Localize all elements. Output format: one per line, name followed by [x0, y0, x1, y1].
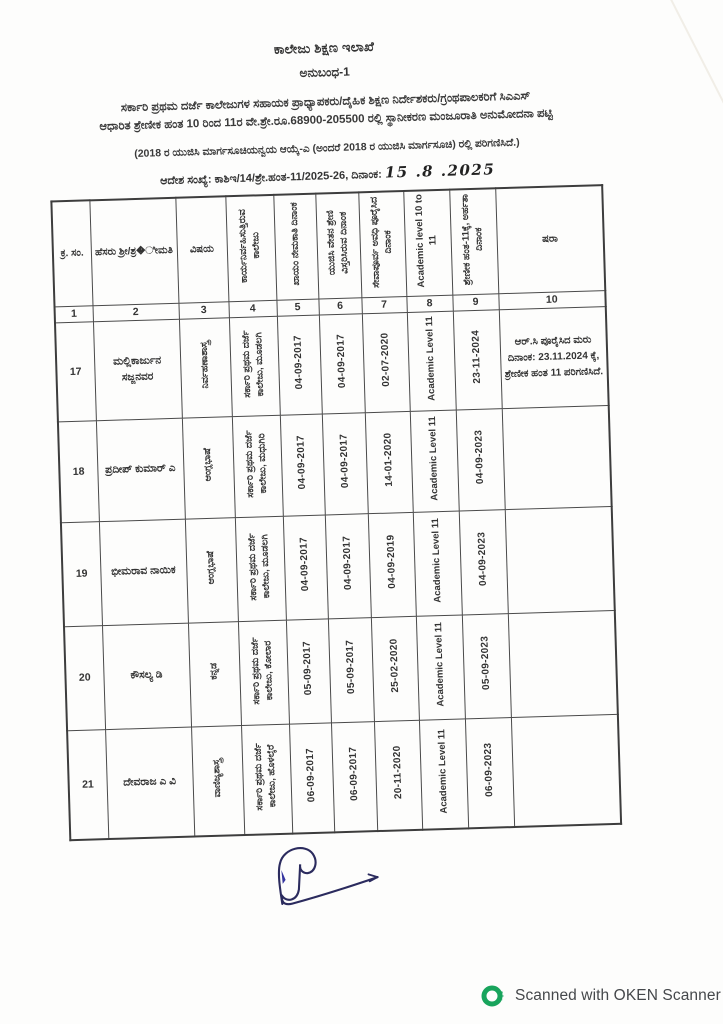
cell-subject: ವಾಣಿಜ್ಯಶಾಸ್ತ್ರ: [191, 725, 244, 836]
table-row: [61, 506, 615, 626]
cell-remarks: ಆರ್.ಸಿ ಪೂರೈಸಿದ ಮರು ದಿನಾಂಕ: 23.11.2024 ಕ್ಕೆ, ಶ್ರೇಣೀಕ ಹಂತ 11 ಪರಿಗಣಿಸಿದೆ.: [499, 306, 609, 408]
cell-college: ಸರ್ಕಾರಿ ಪ್ರಥಮ ದರ್ಜೆ ಕಾಲೇಜು, ಹೊಳಲ್ಕೆರೆ: [241, 724, 292, 835]
col-number-8: 8: [406, 295, 452, 312]
guideline-note: (2018 ರ ಯುಜಿಸಿ ಮಾರ್ಗಸೂಚಿಯನ್ವಯ ಆಯ್ಕೆ-ಎ (ಅಂದರೆ 2018 ರ ಯುಜಿಸಿ ಮಾರ್ಗಸೂಚಿ) ರಲ್ಲಿ ಪರಿಗಣಿಸಿದೆ.): [134, 136, 520, 160]
cell-subject: ನಿರ್ವಹಣಾಶಾಸ್ತ್ರ: [179, 317, 232, 417]
cell-slno: 19: [61, 521, 102, 626]
cell-academic-level: Academic Level 11: [416, 614, 465, 719]
annexure-label: ಅನುಬಂಧ-1: [299, 64, 350, 81]
col-header-academic-level: Academic level 10 to 11: [403, 190, 452, 296]
col-number-7: 7: [361, 296, 406, 313]
cell-eligibility-date: 05-09-2023: [462, 613, 511, 718]
cell-college: ಸರ್ಕಾರಿ ಪ್ರಥಮ ದರ್ಜೆ ಕಾಲೇಜು, ಮೂಡಲಗಿ: [229, 316, 280, 416]
col-number-1: 1: [55, 305, 93, 322]
col-header-eligibility-date: ಶ್ರೇಣೀಕ ಹಂತ-11ಕ್ಕೆ, ಅರ್ಹತಾ ದಿನಾಂಕ: [449, 188, 498, 294]
col-header-name: ಹೆಸರು ಶ್ರೀ/ಶ್ರ�ೀಮತಿ: [89, 198, 178, 306]
cell-appointment-date: 04-09-2017: [283, 514, 328, 619]
document-header: [29, 32, 623, 192]
col-number-9: 9: [452, 293, 498, 310]
cell-college: ಸರ್ಕಾರಿ ಪ್ರಥಮ ದರ್ಜೆ ಕಾಲೇಜು, ಮೂಡಲಗಿ: [235, 516, 286, 621]
col-number-4: 4: [228, 300, 276, 317]
cell-slno: 17: [55, 321, 96, 421]
col-number-10: 10: [498, 290, 605, 309]
cell-name: ದೇವರಾಜ ಎ ವಿ: [105, 727, 194, 840]
cell-service-date: 20-11-2020: [374, 720, 422, 831]
cell-ugc-scale-date: 04-09-2017: [322, 412, 368, 514]
col-header-service-date: ಸೇವಾಪೂರ್ವ ಅವಧಿ ಪೂರೈಸಿದ ದಿನಾಂಕ: [358, 191, 406, 297]
cell-remarks: [511, 714, 621, 827]
document-title-line1: ಸರ್ಕಾರಿ ಪ್ರಥಮ ದರ್ಜೆ ಕಾಲೇಜುಗಳ ಸಹಾಯಕ ಪ್ರಾಧ್ಯಾಪಕರು/ದೈಹಿಕ ಶಿಕ್ಷಣ ನಿರ್ದೇಶಕರು/ಗ್ರಂಥಪಾಲಕರಿಗೆ ಸಿಎಎಸ್: [120, 90, 531, 115]
cell-name: ಕೌಸಲ್ಯ ಡಿ: [102, 623, 191, 730]
col-header-ugc-scale-date: ಯುಜಿಸಿ ವೇತನ ಶ್ರೇಣಿ ವಿಸ್ತರಿಸಿರುವ ದಿನಾಂಕ: [315, 192, 361, 298]
cell-slno: 18: [58, 420, 99, 522]
scanner-watermark-label: Scanned with OKEN Scanner: [515, 987, 721, 1004]
cell-appointment-date: 06-09-2017: [289, 722, 334, 833]
table-row: [55, 306, 609, 421]
cell-service-date: 04-09-2019: [368, 512, 416, 617]
cell-eligibility-date: 23-11-2024: [453, 309, 502, 409]
table-row: [58, 405, 612, 522]
handwritten-order-date: 15 .8 .2025: [384, 159, 496, 182]
cell-eligibility-date: 04-09-2023: [456, 408, 505, 510]
cell-service-date: 25-02-2020: [371, 616, 419, 721]
col-number-6: 6: [318, 297, 361, 314]
cell-academic-level: Academic Level 11: [410, 410, 459, 512]
cell-academic-level: Academic Level 11: [407, 311, 456, 411]
cell-academic-level: Academic Level 11: [413, 511, 462, 616]
cell-eligibility-date: 06-09-2023: [465, 717, 514, 828]
col-number-5: 5: [276, 299, 318, 316]
cell-slno: 20: [64, 625, 105, 730]
col-header-remarks: ಷರಾ: [495, 185, 605, 293]
table-row: [64, 610, 618, 730]
document-title: [30, 86, 621, 139]
handwritten-signature: [250, 836, 412, 926]
cell-subject: ಆಂಗ್ಲಭಾಷೆ: [185, 517, 238, 622]
cell-subject: ಕನ್ನಡ: [188, 621, 241, 726]
table-header-row: [51, 185, 605, 306]
col-header-college: ಕಾರ್ಯನಿರ್ವಹಿಸುತ್ತಿರುವ ಕಾಲೇಜು: [225, 195, 276, 301]
document-title-line2: ಆಧಾರಿತ ಶ್ರೇಣೀಕ ಹಂತ 10 ರಿಂದ 11ರ ವೇ.ಶ್ರೇ.ರೂ.68900-205500 ರಲ್ಲಿ ಸ್ಥಾನೀಕರಣ ಮಂಜೂರಾತಿ ಅನುಮೋದನಾ ಪಟ್ಟಿ: [99, 107, 553, 133]
cell-ugc-scale-date: 06-09-2017: [331, 721, 377, 832]
cell-subject: ಆಂಗ್ಲಭಾಷೆ: [182, 416, 235, 518]
cell-ugc-scale-date: 05-09-2017: [328, 617, 374, 722]
order-number-label: ಆದೇಶ ಸಂಖ್ಯೆ: ಕಾಶಿಇ/14/ಶ್ರೇ.ಹಂತ-11/2025-26, ದಿನಾಂಕ:: [160, 168, 383, 187]
cell-ugc-scale-date: 04-09-2017: [325, 513, 371, 618]
approval-table: [50, 184, 622, 841]
col-number-2: 2: [92, 303, 178, 322]
col-number-3: 3: [178, 301, 228, 318]
cell-academic-level: Academic Level 11: [419, 718, 468, 829]
cell-remarks: [502, 405, 612, 509]
cell-slno: 21: [67, 729, 108, 840]
cell-appointment-date: 05-09-2017: [286, 618, 331, 723]
cell-college: ಸರ್ಕಾರಿ ಪ್ರಥಮ ದರ್ಜೆ ಕಾಲೇಜು, ಮಧುಗಿರಿ: [232, 415, 283, 517]
cell-eligibility-date: 04-09-2023: [459, 509, 508, 614]
cell-remarks: [508, 610, 618, 717]
cell-ugc-scale-date: 04-09-2017: [319, 313, 365, 413]
cell-appointment-date: 04-09-2017: [277, 315, 322, 415]
oken-scanner-icon: [481, 984, 505, 1008]
cell-appointment-date: 04-09-2017: [280, 414, 325, 516]
cell-name: ಮಲ್ಲಿಕಾರ್ಜುನ ಸಜ್ಜನವರ: [93, 319, 182, 421]
col-header-appointment-date: ಖಾಯಂ ನೇಮಕಾತಿ ದಿನಾಂಕ: [273, 194, 318, 300]
cell-college: ಸರ್ಕಾರಿ ಪ್ರಥಮ ದರ್ಜೆ ಕಾಲೇಜು, ಕೋಲಾರ: [238, 620, 289, 725]
table-row: [67, 714, 621, 840]
cell-remarks: [505, 506, 615, 613]
cell-service-date: 14-01-2020: [365, 411, 413, 513]
cell-name: ಭೀಮರಾವ ನಾಯಿಕ: [99, 519, 188, 626]
scanner-watermark: [481, 984, 721, 1008]
cell-name: ಪ್ರದೀಪ್ ಕುಮಾರ್ ಎ: [96, 418, 185, 522]
col-header-subject: ವಿಷಯ: [175, 196, 228, 302]
department-title: ಕಾಲೇಜು ಶಿಕ್ಷಣ ಇಲಾಖೆ: [273, 38, 375, 57]
col-header-slno: ಕ್ರ. ಸಂ.: [51, 200, 92, 306]
cell-service-date: 02-07-2020: [362, 312, 410, 412]
